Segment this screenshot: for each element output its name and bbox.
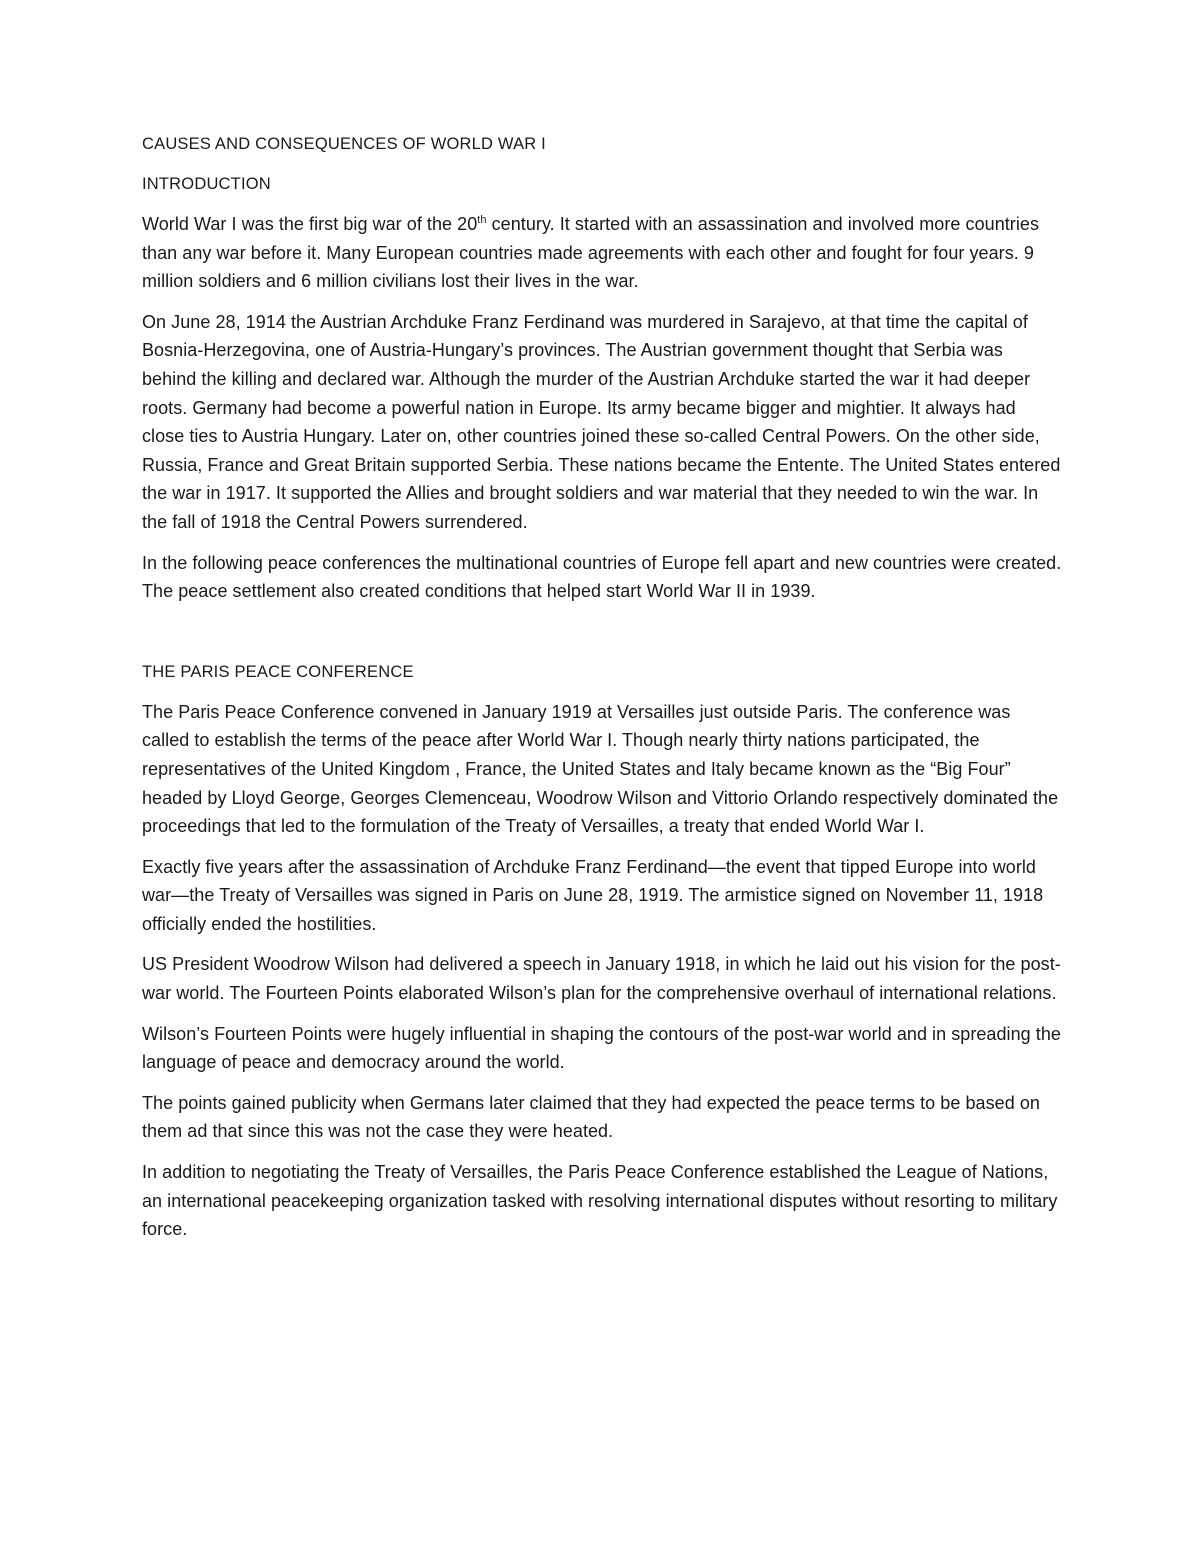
intro-paragraph-3: In the following peace conferences the multinational countries of Europe fell apart and new countries were created. The peace settlement also created conditions that helped start World War II in 1939.	[142, 552, 1062, 602]
intro-paragraph-2: On June 28, 1914 the Austrian Archduke Franz Ferdinand was murdered in Sarajevo, at that time the capital of Bosnia-Herzegovina, one of Austria-Hungary’s provinces. The Austrian government thought that Serbia was behind the killing and declared war. Although the murder of the Austrian Archduke started the war it had deeper roots. Germany had become a powerful nation in Europe. Its army became bigger and mightier. It always had close ties to Austria Hungary. Later on, other countries joined these so-called Central Powers. On the other side, Russia, France and Great Britain supported Serbia. These nations became the Entente. The United States entered the war in 1917. It supported the Allies and brought soldiers and war material that they needed to win the war. In the fall of 1918 the Central Powers surrendered.	[142, 311, 1061, 532]
paris-paragraph-1: The Paris Peace Conference convened in January 1919 at Versailles just outside Paris. The conference was called to establish the terms of the peace after World War I. Though nearly thirty nations participated, the representatives of the United Kingdom , France, the United States and Italy became known as the “Big Four” headed by Lloyd George, Georges Clemenceau, Woodrow Wilson and Vittorio Orlando respectively dominated the proceedings that led to the formulation of the Treaty of Versailles, a treaty that ended World War I.	[142, 701, 1059, 837]
ordinal-superscript: th	[477, 214, 487, 226]
section-heading-introduction: INTRODUCTION	[142, 175, 271, 193]
document-title: CAUSES AND CONSEQUENCES OF WORLD WAR I	[142, 135, 546, 153]
paris-paragraph-3: US President Woodrow Wilson had delivered a speech in January 1918, in which he laid out his vision for the post-war world. The Fourteen Points elaborated Wilson’s plan for the comprehensive overhaul of international relations.	[142, 954, 1061, 1004]
paris-paragraph-2: Exactly five years after the assassination of Archduke Franz Ferdinand—the event that tipped Europe into world war—the Treaty of Versailles was signed in Paris on June 28, 1919. The armistice signed on November 11, 1918 officially ended the hostilities.	[142, 856, 1044, 934]
section-heading-paris-peace-conference: THE PARIS PEACE CONFERENCE	[142, 662, 414, 681]
paris-paragraph-4: Wilson’s Fourteen Points were hugely influential in shaping the contours of the post-war world and in spreading the language of peace and democracy around the world.	[142, 1023, 1061, 1073]
intro-paragraph-1-start: World War I was the first big war of the 20	[142, 214, 478, 234]
document-page	[142, 130, 1062, 1256]
paris-paragraph-6: In addition to negotiating the Treaty of Versailles, the Paris Peace Conference established the League of Nations, an international peacekeeping organization tasked with resolving international disputes without resorting to military force.	[142, 1162, 1058, 1240]
intro-paragraph-1	[142, 210, 1062, 296]
paris-paragraph-5: The points gained publicity when Germans later claimed that they had expected the peace terms to be based on them ad that since this was not the case they were heated.	[142, 1092, 1040, 1142]
section-spacer	[142, 618, 1062, 658]
intro-paragraph-1-rest: century. It started with an assassination and involved more countries than any war before it. Many European countries made agreements with each other and fought for four years. 9 million soldiers and 6 million civilians lost their lives in the war.	[142, 214, 1040, 292]
